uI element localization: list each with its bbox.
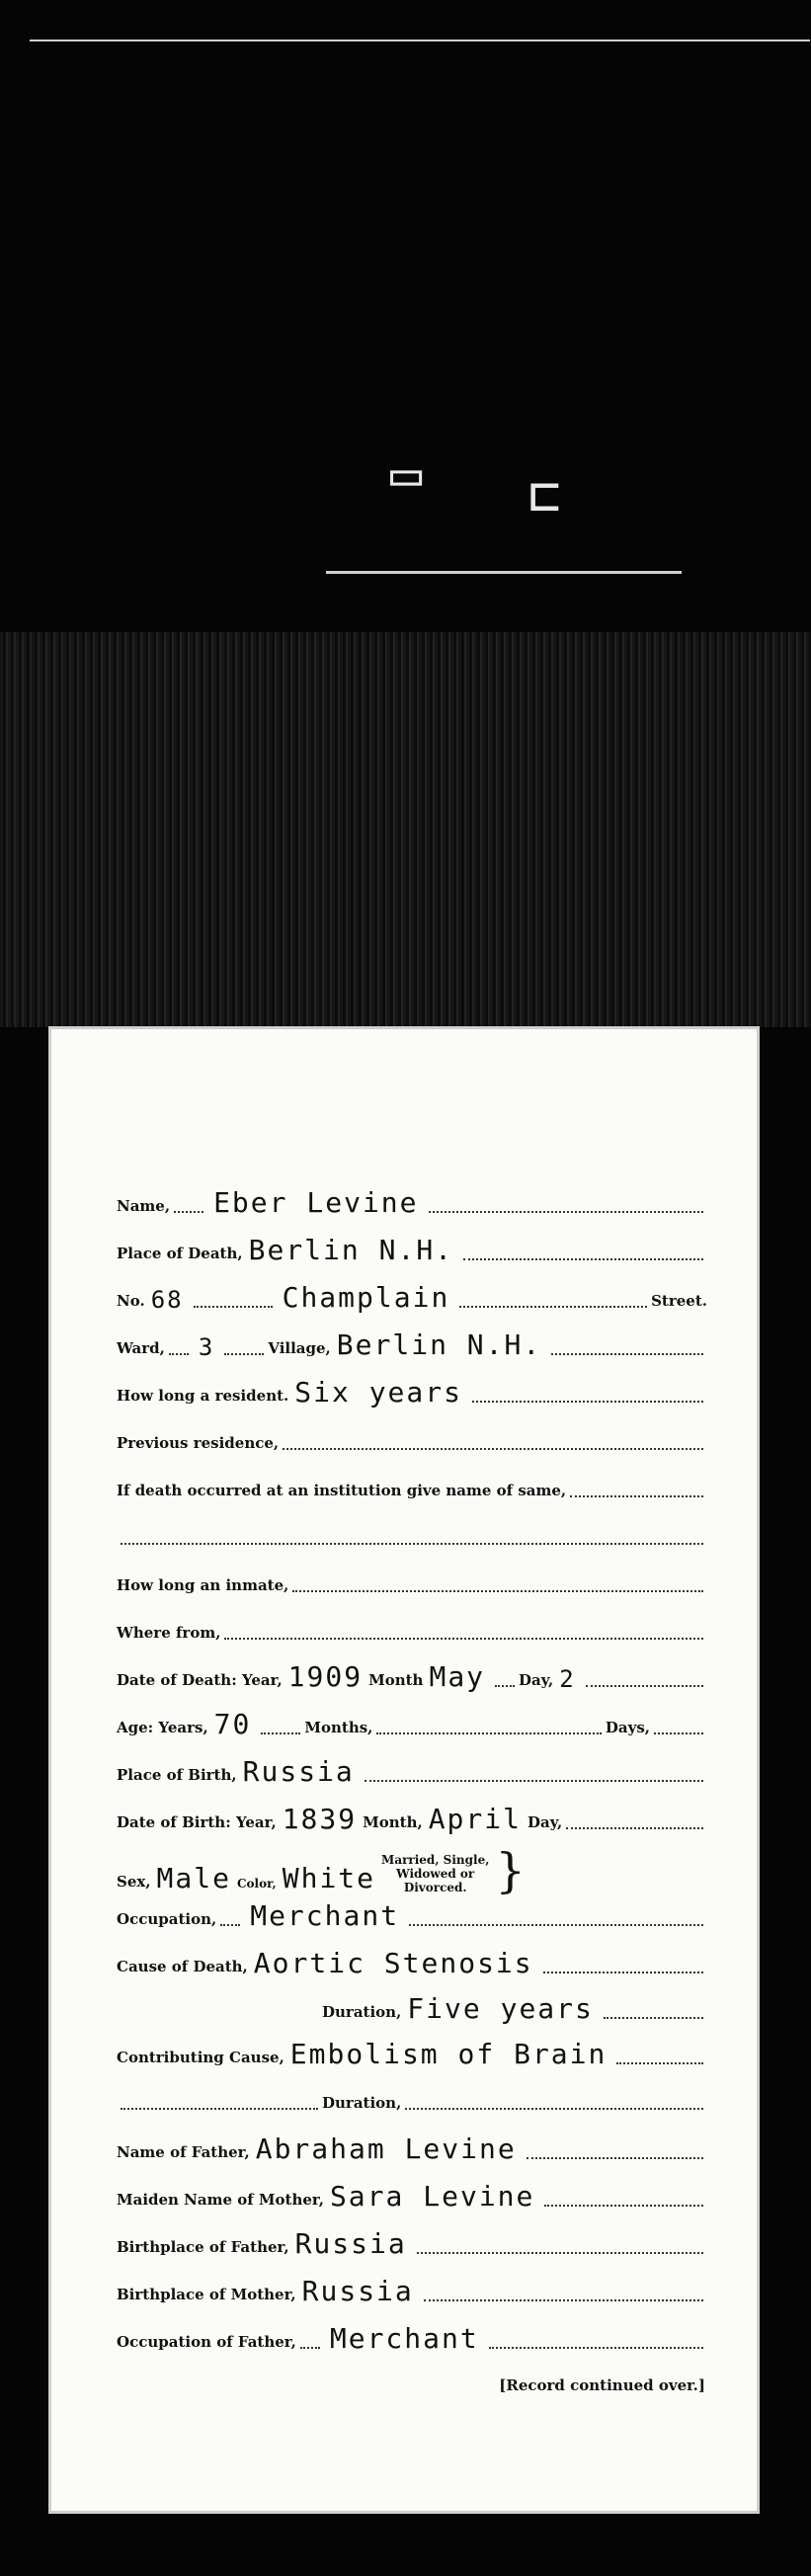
- father-occupation-row: [117, 2313, 707, 2355]
- cause-of-death-row: [117, 1938, 707, 1979]
- ward-label: Ward,: [117, 1339, 165, 1357]
- dotted-line: [566, 1827, 703, 1829]
- dotted-line: [495, 1685, 515, 1687]
- father-occupation-label: Occupation of Father,: [117, 2333, 296, 2351]
- dotted-line: [543, 1972, 703, 1973]
- film-mark-right: ⊏: [528, 464, 565, 526]
- dotted-line: [292, 1590, 703, 1592]
- contributing-cause-row: [117, 2029, 707, 2070]
- name-value: Eber Levine: [213, 1186, 419, 1219]
- birth-month-label: Month,: [363, 1813, 423, 1831]
- cause-of-death-value: Aortic Stenosis: [253, 1947, 533, 1979]
- birth-year-value: 1839: [282, 1803, 358, 1835]
- mother-birthplace-label: Birthplace of Mother,: [117, 2286, 296, 2303]
- duration-value: Five years: [407, 1992, 594, 2025]
- contributing-cause-value: Embolism of Brain: [289, 2038, 608, 2070]
- age-years-label: Age: Years,: [117, 1719, 208, 1736]
- ward-value: 3: [198, 1333, 215, 1361]
- mother-birthplace-value: Russia: [301, 2275, 414, 2307]
- marital-status-label: [381, 1853, 489, 1894]
- death-record-card: [51, 1029, 757, 2511]
- dotted-line: [224, 1638, 703, 1640]
- marital-status-line: Married, Single,: [381, 1853, 490, 1867]
- dotted-line: [300, 2347, 320, 2349]
- dotted-line: [220, 1924, 240, 1926]
- contributing-duration-label: Duration,: [322, 2094, 402, 2112]
- dotted-line: [224, 1353, 264, 1355]
- dotted-line: [616, 2062, 703, 2064]
- birth-day-label: Day,: [527, 1813, 563, 1831]
- no-label: No.: [117, 1292, 145, 1310]
- film-underline: [326, 571, 682, 574]
- date-of-death-row: [117, 1651, 707, 1693]
- inmate-row: [117, 1557, 707, 1598]
- father-name-label: Name of Father,: [117, 2143, 250, 2161]
- street-value: Champlain: [282, 1281, 450, 1314]
- sex-color-row: [117, 1839, 707, 1898]
- name-row: [117, 1177, 707, 1219]
- name-label: Name,: [117, 1197, 171, 1215]
- place-of-death-row: [117, 1225, 707, 1266]
- dotted-line: [463, 1258, 703, 1260]
- dotted-line: [376, 1732, 601, 1734]
- dotted-line: [489, 2347, 703, 2349]
- institution-label: If death occurred at an institution give name of same,: [117, 1482, 567, 1499]
- place-of-birth-label: Place of Birth,: [117, 1766, 237, 1784]
- age-row: [117, 1699, 707, 1740]
- contributing-cause-label: Contributing Cause,: [117, 2049, 284, 2066]
- father-birthplace-label: Birthplace of Father,: [117, 2238, 289, 2256]
- dotted-line: [459, 1306, 647, 1308]
- place-of-death-label: Place of Death,: [117, 1245, 243, 1262]
- color-value: White: [282, 1862, 376, 1894]
- dotted-line: [194, 1306, 273, 1308]
- death-day-value: 2: [559, 1665, 576, 1693]
- no-value: 68: [150, 1286, 184, 1314]
- dotted-line: [586, 1685, 703, 1687]
- ward-village-row: [117, 1320, 707, 1361]
- scan-noise-band: [0, 632, 811, 1027]
- street-label: Street.: [651, 1292, 707, 1310]
- dotted-line: [570, 1495, 703, 1497]
- death-year-value: 1909: [287, 1660, 364, 1693]
- mother-maiden-name-row: [117, 2171, 707, 2213]
- dotted-line: [654, 1732, 703, 1734]
- previous-residence-row: [117, 1414, 707, 1456]
- death-month-label: Month: [368, 1671, 424, 1689]
- marital-status-line: Widowed or: [396, 1867, 475, 1881]
- how-long-resident-label: How long a resident.: [117, 1387, 289, 1405]
- dotted-line: [544, 2205, 703, 2207]
- institution-row: [117, 1462, 707, 1503]
- occupation-row: [117, 1891, 707, 1932]
- dotted-line: [424, 2299, 703, 2301]
- contributing-duration-row: [117, 2074, 707, 2116]
- how-long-inmate-label: How long an inmate,: [117, 1576, 289, 1594]
- dotted-line: [121, 2017, 318, 2019]
- birth-month-value: April: [428, 1803, 522, 1835]
- institution-continuation-row: [117, 1509, 707, 1551]
- place-of-death-value: Berlin N.H.: [248, 1234, 454, 1266]
- mother-maiden-name-label: Maiden Name of Mother,: [117, 2191, 324, 2209]
- where-from-label: Where from,: [117, 1624, 221, 1642]
- age-months-label: Months,: [304, 1719, 373, 1736]
- village-value: Berlin N.H.: [336, 1328, 542, 1361]
- dotted-line: [527, 2157, 703, 2159]
- street-number-row: [117, 1272, 707, 1314]
- cause-of-death-label: Cause of Death,: [117, 1958, 248, 1975]
- previous-residence-label: Previous residence,: [117, 1434, 280, 1452]
- sex-value: Male: [156, 1862, 231, 1894]
- age-days-label: Days,: [605, 1719, 650, 1736]
- place-of-birth-value: Russia: [242, 1755, 355, 1788]
- dotted-line: [417, 2252, 703, 2254]
- film-mark-left: ▭: [390, 443, 427, 505]
- date-of-death-label: Date of Death: Year,: [117, 1671, 283, 1689]
- dotted-line: [472, 1401, 703, 1403]
- dotted-line: [405, 2108, 703, 2110]
- color-label: Color,: [236, 1877, 277, 1891]
- dotted-line: [429, 1211, 703, 1213]
- mother-maiden-name-value: Sara Levine: [329, 2180, 535, 2213]
- death-month-value: May: [429, 1660, 486, 1693]
- sex-label: Sex,: [117, 1873, 151, 1891]
- village-label: Village,: [268, 1339, 331, 1357]
- father-birthplace-row: [117, 2218, 707, 2260]
- occupation-label: Occupation,: [117, 1910, 217, 1928]
- father-occupation-value: Merchant: [329, 2322, 479, 2355]
- occupation-value: Merchant: [250, 1899, 400, 1932]
- death-day-label: Day,: [519, 1671, 554, 1689]
- mother-birthplace-row: [117, 2266, 707, 2307]
- dotted-line: [365, 1780, 703, 1782]
- dotted-line: [169, 1353, 189, 1355]
- where-from-row: [117, 1604, 707, 1646]
- father-name-value: Abraham Levine: [255, 2133, 517, 2165]
- dotted-line: [409, 1924, 703, 1926]
- father-birthplace-value: Russia: [294, 2227, 407, 2260]
- place-of-birth-row: [117, 1746, 707, 1788]
- date-of-birth-row: [117, 1794, 707, 1835]
- dotted-line: [604, 2017, 703, 2019]
- date-of-birth-label: Date of Birth: Year,: [117, 1813, 277, 1831]
- top-border-line: [30, 40, 810, 41]
- age-years-value: 70: [213, 1708, 252, 1740]
- brace-symbol: }: [495, 1843, 526, 1898]
- duration-label: Duration,: [322, 2003, 402, 2021]
- dotted-line: [174, 1211, 203, 1213]
- father-name-row: [117, 2124, 707, 2165]
- how-long-resident-value: Six years: [294, 1376, 462, 1409]
- dotted-line: [121, 2108, 318, 2110]
- marital-status-line: Divorced.: [403, 1881, 467, 1894]
- dotted-line: [261, 1732, 300, 1734]
- resident-row: [117, 1367, 707, 1409]
- dotted-line: [551, 1353, 703, 1355]
- dotted-line: [121, 1543, 703, 1545]
- record-continued-note: [Record continued over.]: [499, 2376, 705, 2394]
- dotted-line: [283, 1448, 703, 1450]
- duration-row: [117, 1983, 707, 2025]
